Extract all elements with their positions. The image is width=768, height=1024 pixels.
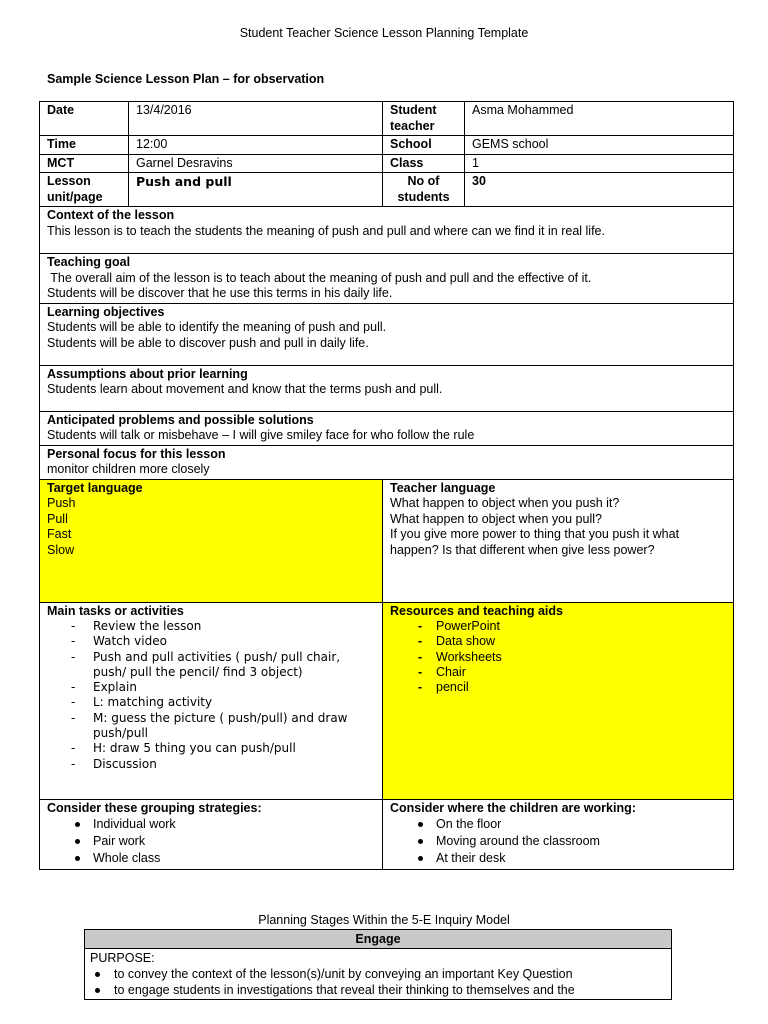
- purpose-item: to engage students in investigations that reveal their thinking to themselves and the: [90, 982, 666, 998]
- assumptions-label: Assumptions about prior learning: [47, 366, 248, 381]
- resources-list: [390, 619, 726, 695]
- class-label: Class: [383, 154, 465, 173]
- problems-text: Students will talk or misbehave – I will give smiley face for who follow the rule: [47, 428, 475, 442]
- problems-label: Anticipated problems and possible solutions: [47, 412, 314, 427]
- lesson-plan-table: [39, 101, 734, 870]
- context-section: [40, 207, 734, 254]
- mct-label: MCT: [40, 154, 129, 173]
- personal-focus-section: [40, 445, 734, 479]
- working-location-item: Moving around the classroom: [390, 833, 726, 850]
- target-language-item: Push: [47, 496, 76, 510]
- problems-section: [40, 411, 734, 445]
- teaching-goal-label: Teaching goal: [47, 255, 131, 269]
- target-language-label: Target language: [47, 480, 143, 495]
- task-item: - Push and pull activities ( push/ pull chair, push/ pull the pencil/ find 3 object): [47, 650, 375, 681]
- learning-objectives-label: Learning objectives: [47, 304, 165, 319]
- plan-title: Sample Science Lesson Plan – for observation: [47, 72, 325, 86]
- teacher-language-label: Teacher language: [390, 480, 496, 495]
- teaching-goal-line-1: The overall aim of the lesson is to teach about the meaning of push and pull and the effective of it.: [47, 270, 592, 285]
- task-item: - Discussion: [47, 757, 375, 772]
- grouping-section: [40, 799, 383, 869]
- teaching-goal-line-2: Students will be discover that he use this terms in his daily life.: [47, 286, 393, 300]
- target-language-section: [40, 479, 383, 602]
- task-item: - Watch video: [47, 634, 375, 649]
- stages-title: Planning Stages Within the 5-E Inquiry Model: [258, 913, 510, 927]
- date-label: Date: [40, 102, 129, 136]
- personal-focus-label: Personal focus for this lesson: [47, 446, 226, 461]
- working-location-label: Consider where the children are working:: [390, 800, 636, 815]
- task-item: - Explain: [47, 680, 375, 695]
- working-location-item: At their desk: [390, 850, 726, 867]
- teaching-goal-section: [40, 254, 734, 304]
- school-label: School: [383, 136, 465, 155]
- working-location-item: On the floor: [390, 816, 726, 833]
- grouping-label: Consider these grouping strategies:: [47, 800, 262, 815]
- grouping-item: Individual work: [47, 816, 375, 833]
- resource-item: - Worksheets: [390, 650, 726, 665]
- date-value: 13/4/2016: [129, 102, 383, 136]
- working-location-list: [390, 816, 726, 867]
- teacher-language-line: What happen to object when you push it?: [390, 496, 620, 510]
- context-label: Context of the lesson: [47, 208, 175, 222]
- grouping-list: [47, 816, 375, 867]
- task-item: - H: draw 5 thing you can push/pull: [47, 741, 375, 756]
- task-item: - L: matching activity: [47, 695, 375, 710]
- purpose-label: PURPOSE:: [90, 951, 155, 965]
- main-tasks-section: [40, 602, 383, 799]
- resource-item: - PowerPoint: [390, 619, 726, 634]
- learning-objectives-section: [40, 303, 734, 365]
- context-text: This lesson is to teach the students the meaning of push and pull and where can we find it in real life.: [47, 223, 605, 238]
- student-teacher-value: Asma Mohammed: [465, 102, 734, 136]
- target-language-item: Fast: [47, 527, 72, 541]
- grouping-item: Pair work: [47, 833, 375, 850]
- assumptions-section: [40, 365, 734, 411]
- lesson-unit-label: Lesson unit/page: [40, 173, 129, 207]
- learning-objective-2: Students will be able to discover push and pull in daily life.: [47, 335, 369, 350]
- students-count-value: 30: [465, 173, 734, 207]
- task-item: - Review the lesson: [47, 619, 375, 634]
- school-value: GEMS school: [465, 136, 734, 155]
- resource-item: - Data show: [390, 634, 726, 649]
- time-label: Time: [40, 136, 129, 155]
- document-header: Student Teacher Science Lesson Planning Template: [239, 26, 529, 40]
- purpose-list: [90, 966, 666, 998]
- task-item: - M: guess the picture ( push/pull) and draw push/pull: [47, 711, 375, 742]
- personal-focus-text: monitor children more closely: [47, 462, 210, 476]
- target-language-item: Pull: [47, 511, 68, 526]
- resources-section: [383, 602, 734, 799]
- working-location-section: [383, 799, 734, 869]
- class-value: 1: [465, 154, 734, 173]
- resource-item: - pencil: [390, 680, 726, 695]
- teacher-language-line: What happen to object when you pull?: [390, 511, 602, 526]
- main-tasks-list: [47, 619, 375, 772]
- student-teacher-label: Student teacher: [383, 102, 465, 136]
- students-count-label: No of students: [383, 173, 465, 207]
- teacher-language-section: [383, 479, 734, 602]
- resource-item: - Chair: [390, 665, 726, 680]
- assumptions-text: Students learn about movement and know that the terms push and pull.: [47, 382, 443, 396]
- target-language-item: Slow: [47, 542, 75, 557]
- grouping-item: Whole class: [47, 850, 375, 867]
- mct-value: Garnel Desravins: [129, 154, 383, 173]
- main-tasks-label: Main tasks or activities: [47, 603, 184, 618]
- resources-label: Resources and teaching aids: [390, 603, 563, 618]
- learning-objective-1: Students will be able to identify the meaning of push and pull.: [47, 320, 387, 334]
- stages-table: [84, 929, 672, 1000]
- teacher-language-line: If you give more power to thing that you push it what happen? Is that different when give less power?: [390, 527, 680, 557]
- engage-header: Engage: [85, 930, 672, 949]
- time-value: 12:00: [129, 136, 383, 155]
- engage-purpose-cell: [85, 949, 672, 1000]
- lesson-unit-value: Push and pull: [129, 173, 383, 207]
- purpose-item: to convey the context of the lesson(s)/unit by conveying an important Key Question: [90, 966, 666, 982]
